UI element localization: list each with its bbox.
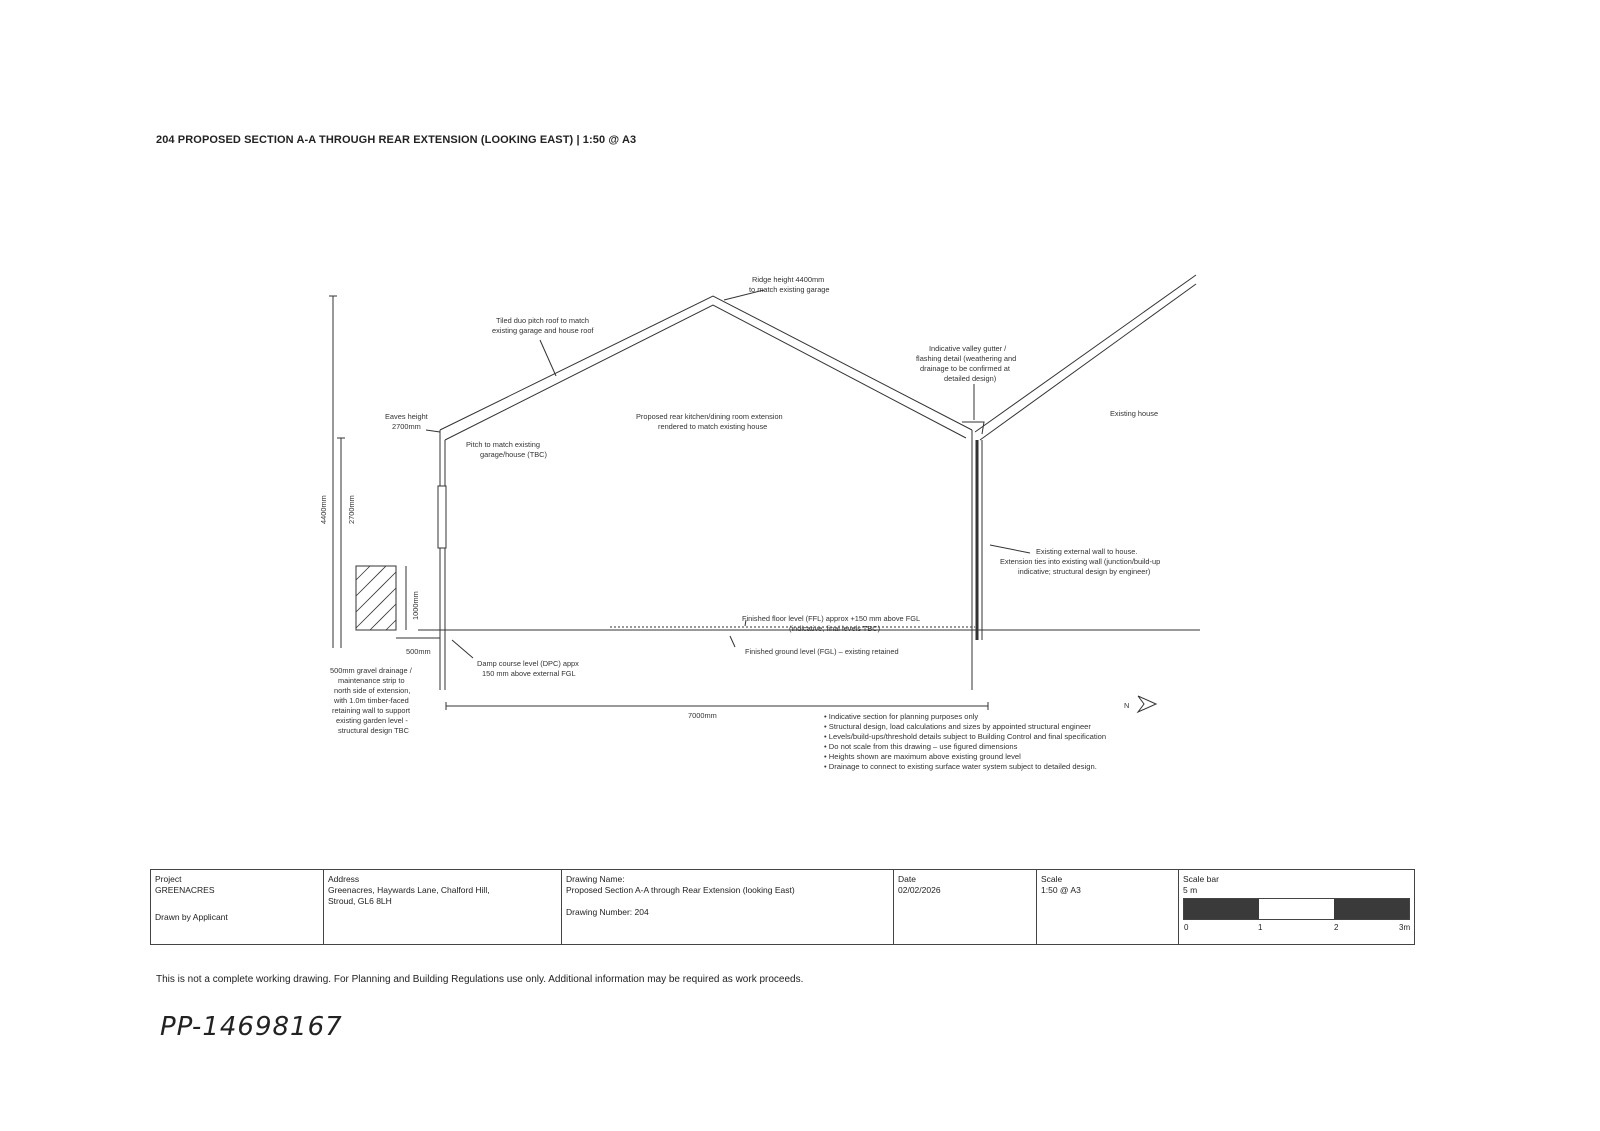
scalebar-label: Scale bar <box>1183 874 1219 884</box>
label-ridge-1: Ridge height 4400mm <box>752 275 825 284</box>
label-room-1: Proposed rear kitchen/dining room extension <box>636 412 783 421</box>
scale-bar <box>1183 898 1410 920</box>
north-arrow <box>1138 696 1156 712</box>
project-label: Project <box>155 874 182 884</box>
notes-list <box>824 712 1106 772</box>
label-fgl: Finished ground level (FGL) – existing retained <box>745 647 899 656</box>
label-pitch-2: garage/house (TBC) <box>480 450 547 459</box>
label-valley-1: Indicative valley gutter / <box>929 344 1007 353</box>
scale-bar-segment <box>1184 899 1259 919</box>
note-item: • Heights shown are maximum above existing ground level <box>824 752 1106 762</box>
date-cell <box>894 870 1037 944</box>
label-dpc-1: Damp course level (DPC) appx <box>477 659 579 668</box>
scale-bar-segment <box>1334 899 1409 919</box>
label-gravel-5: retaining wall to support <box>332 706 411 715</box>
label-gravel-7: structural design TBC <box>338 726 409 735</box>
note-item: • Indicative section for planning purposes only <box>824 712 1106 722</box>
dim-label-7000: 7000mm <box>688 711 717 720</box>
label-existing-house: Existing house <box>1110 409 1159 418</box>
retaining-wall-hatch <box>356 566 396 630</box>
label-ridge-2: to match existing garage <box>749 285 830 294</box>
left-window <box>438 486 446 548</box>
address-cell <box>324 870 562 944</box>
drawing-name: Proposed Section A-A through Rear Extension (looking East) <box>566 885 795 895</box>
scale-cell <box>1037 870 1179 944</box>
project-cell <box>151 870 324 944</box>
drawing-name-label: Drawing Name: <box>566 874 625 884</box>
label-wall-2: Extension ties into existing wall (junction/build-up <box>1000 557 1161 566</box>
scalebar-unit: 5 m <box>1183 885 1198 895</box>
label-gravel-6: existing garden level - <box>336 716 408 725</box>
scale-tick-label: 3m <box>1399 923 1411 932</box>
handwritten-reference: PP-14698167 <box>160 1012 343 1042</box>
label-room-2: rendered to match existing house <box>658 422 768 431</box>
scale-tick-label: 1 <box>1258 923 1263 932</box>
disclaimer: This is not a complete working drawing. For Planning and Building Regulations use only. Additional information may be required as work proceeds. <box>156 974 804 985</box>
address-line-1: Greenacres, Haywards Lane, Chalford Hill, <box>328 885 490 895</box>
project-name: GREENACRES <box>155 885 215 895</box>
label-roof-2: existing garage and house roof <box>492 326 594 335</box>
dim-label-500: 500mm <box>406 647 431 656</box>
scale-tick-label: 2 <box>1334 923 1339 932</box>
label-gravel-2: maintenance strip to <box>338 676 405 685</box>
label-gravel-1: 500mm gravel drainage / <box>330 666 412 675</box>
date-value: 02/02/2026 <box>898 885 941 895</box>
drawing-name-cell <box>562 870 894 944</box>
label-ffl-1: Finished floor level (FFL) approx +150 mm above FGL <box>742 614 921 623</box>
label-valley-2: flashing detail (weathering and <box>916 354 1017 363</box>
address-line-2: Stroud, GL6 8LH <box>328 896 392 906</box>
note-item: • Levels/build-ups/threshold details subject to Building Control and final specification <box>824 732 1106 742</box>
note-item: • Structural design, load calculations and sizes by appointed structural engineer <box>824 722 1106 732</box>
north-label: N <box>1124 701 1130 710</box>
note-item: • Do not scale from this drawing – use figured dimensions <box>824 742 1106 752</box>
drawing-title: 204 PROPOSED SECTION A-A THROUGH REAR EXTENSION (LOOKING EAST) | 1:50 @ A3 <box>156 134 637 146</box>
scale-bar-segment <box>1259 899 1334 919</box>
label-eaves-2: 2700mm <box>392 422 421 431</box>
label-dpc-2: 150 mm above external FGL <box>482 669 576 678</box>
scale-tick-label: 0 <box>1184 923 1189 932</box>
dim-label-2700: 2700mm <box>347 495 356 524</box>
label-gravel-3: north side of extension, <box>334 686 411 695</box>
label-wall-3: indicative; structural design by engineer) <box>1018 567 1151 576</box>
drawing-number: Drawing Number: 204 <box>566 907 649 917</box>
dim-label-1000: 1000mm <box>411 591 420 620</box>
label-ffl-2: (indicative; final levels TBC) <box>789 624 881 633</box>
scale-value: 1:50 @ A3 <box>1041 885 1081 895</box>
note-item: • Drainage to connect to existing surface water system subject to detailed design. <box>824 762 1106 772</box>
label-roof-1: Tiled duo pitch roof to match <box>496 316 589 325</box>
label-pitch-1: Pitch to match existing <box>466 440 540 449</box>
scale-label: Scale <box>1041 874 1063 884</box>
scalebar-cell <box>1179 870 1414 944</box>
address-label: Address <box>328 874 360 884</box>
label-gravel-4: with 1.0m timber-faced <box>334 696 409 705</box>
label-valley-3: drainage to be confirmed at <box>920 364 1010 373</box>
title-block <box>150 869 1415 945</box>
label-eaves-1: Eaves height <box>385 412 428 421</box>
date-label: Date <box>898 874 916 884</box>
label-valley-4: detailed design) <box>944 374 997 383</box>
drawn-by: Drawn by Applicant <box>155 912 228 922</box>
label-wall-1: Existing external wall to house. <box>1036 547 1138 556</box>
dim-label-4400: 4400mm <box>319 495 328 524</box>
